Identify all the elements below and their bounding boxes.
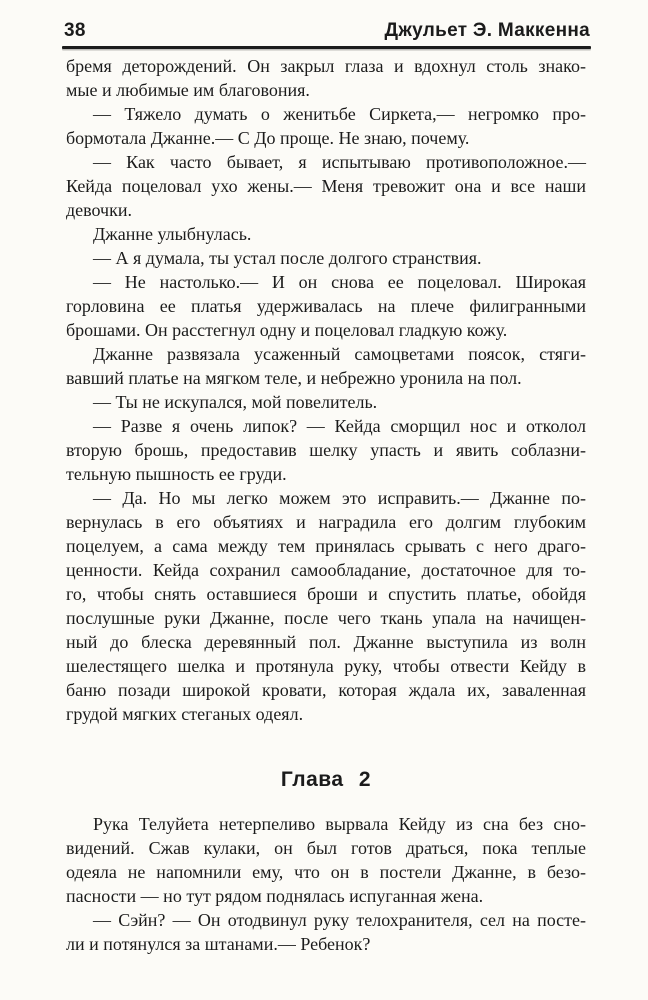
text-line: одеяла не напомнили ему, что он в постели Джанне, в безо-	[66, 862, 586, 882]
text-line: го, чтобы снять оставшиеся броши и спустить платье, обойдя	[66, 584, 586, 604]
dialogue-paragraph	[66, 414, 586, 486]
text-line: — Тяжело думать о женитьбе Сиркета,— негромко про-	[93, 104, 586, 124]
dialogue-paragraph	[66, 270, 586, 342]
text-line: — Сэйн? — Он отодвинул руку телохранителя, сел на посте-	[93, 910, 586, 930]
text-line: ли и потянулся за штанами.— Ребенок?	[66, 934, 371, 954]
text-line: — Разве я очень липок? — Кейда сморщил нос и отколол	[93, 416, 586, 436]
text-line: — Не настолько.— И он снова ее поцеловал. Широкая	[93, 272, 586, 292]
paragraph	[66, 54, 586, 102]
text-line: послушные руки Джанне, после чего ткань упала на начищен-	[66, 608, 586, 628]
dialogue-paragraph	[66, 150, 586, 222]
text-line: грудой мягких стеганых одеял.	[66, 704, 304, 724]
text-line: баню позади широкой кровати, которая ждала их, заваленная	[66, 680, 586, 700]
chapter-heading: Глава 2	[280, 768, 372, 791]
text-line: видений. Сжав кулаки, он был готов драться, пока теплые	[66, 838, 586, 858]
text-line: Рука Телуйета нетерпеливо вырвала Кейду из сна без сно-	[93, 814, 586, 834]
text-line: брошами. Он расстегнул одну и поцеловал гладкую кожу.	[66, 320, 508, 340]
running-header	[64, 20, 590, 42]
text-line: Кейда поцеловал ухо жены.— Меня тревожит она и все наши	[66, 176, 586, 196]
text-line: мые и любимые им благовония.	[66, 80, 310, 100]
text-line: девочки.	[66, 200, 132, 220]
text-line: вавший платье на мягком теле, и небрежно уронила на пол.	[66, 368, 522, 388]
text-line: вторую брошь, предоставив шелку упасть и явить соблазни-	[66, 440, 586, 460]
text-line: бремя деторождений. Он закрыл глаза и вдохнул столь знако-	[66, 56, 586, 76]
page-body	[66, 54, 586, 956]
text-line: вернулась в его объятиях и наградила его долгим глубоким	[66, 512, 586, 532]
text-line: тельную пышность ее груди.	[66, 464, 287, 484]
header-rule	[62, 46, 591, 49]
text-line: — А я думала, ты устал после долгого странствия.	[93, 248, 482, 268]
text-line: ценности. Кейда сохранил самообладание, достаточное для то-	[66, 560, 586, 580]
paragraph	[66, 342, 586, 390]
text-line: — Ты не искупался, мой повелитель.	[93, 392, 378, 412]
text-line: бормотала Джанне.— С До проще. Не знаю, почему.	[66, 128, 470, 148]
paragraph	[66, 812, 586, 908]
text-line: поцелуем, а сама между тем принялась срывать с него драго-	[66, 536, 586, 556]
page-number: 38	[64, 20, 86, 41]
dialogue-paragraph	[66, 908, 586, 956]
text-line: горловина ее платья удерживалась на плече филигранными	[66, 296, 586, 316]
dialogue-paragraph	[66, 390, 586, 414]
text-line: — Да. Но мы легко можем это исправить.— Джанне по-	[93, 488, 586, 508]
running-header-author: Джульет Э. Маккенна	[384, 20, 590, 41]
text-line: Джанне улыбнулась.	[93, 224, 252, 244]
text-line: пасности — но тут рядом поднялась испуганная жена.	[66, 886, 484, 906]
text-line: ный до блеска деревянный пол. Джанне выступила из волн	[66, 632, 586, 652]
dialogue-paragraph	[66, 486, 586, 726]
paragraph	[66, 222, 586, 246]
text-line: Джанне развязала усаженный самоцветами поясок, стяги-	[93, 344, 586, 364]
dialogue-paragraph	[66, 102, 586, 150]
dialogue-paragraph	[66, 246, 586, 270]
text-line: — Как часто бывает, я испытываю противоположное.—	[93, 152, 586, 172]
text-line: шелестящего шелка и протянула руку, чтобы отвести Кейду в	[66, 656, 586, 676]
